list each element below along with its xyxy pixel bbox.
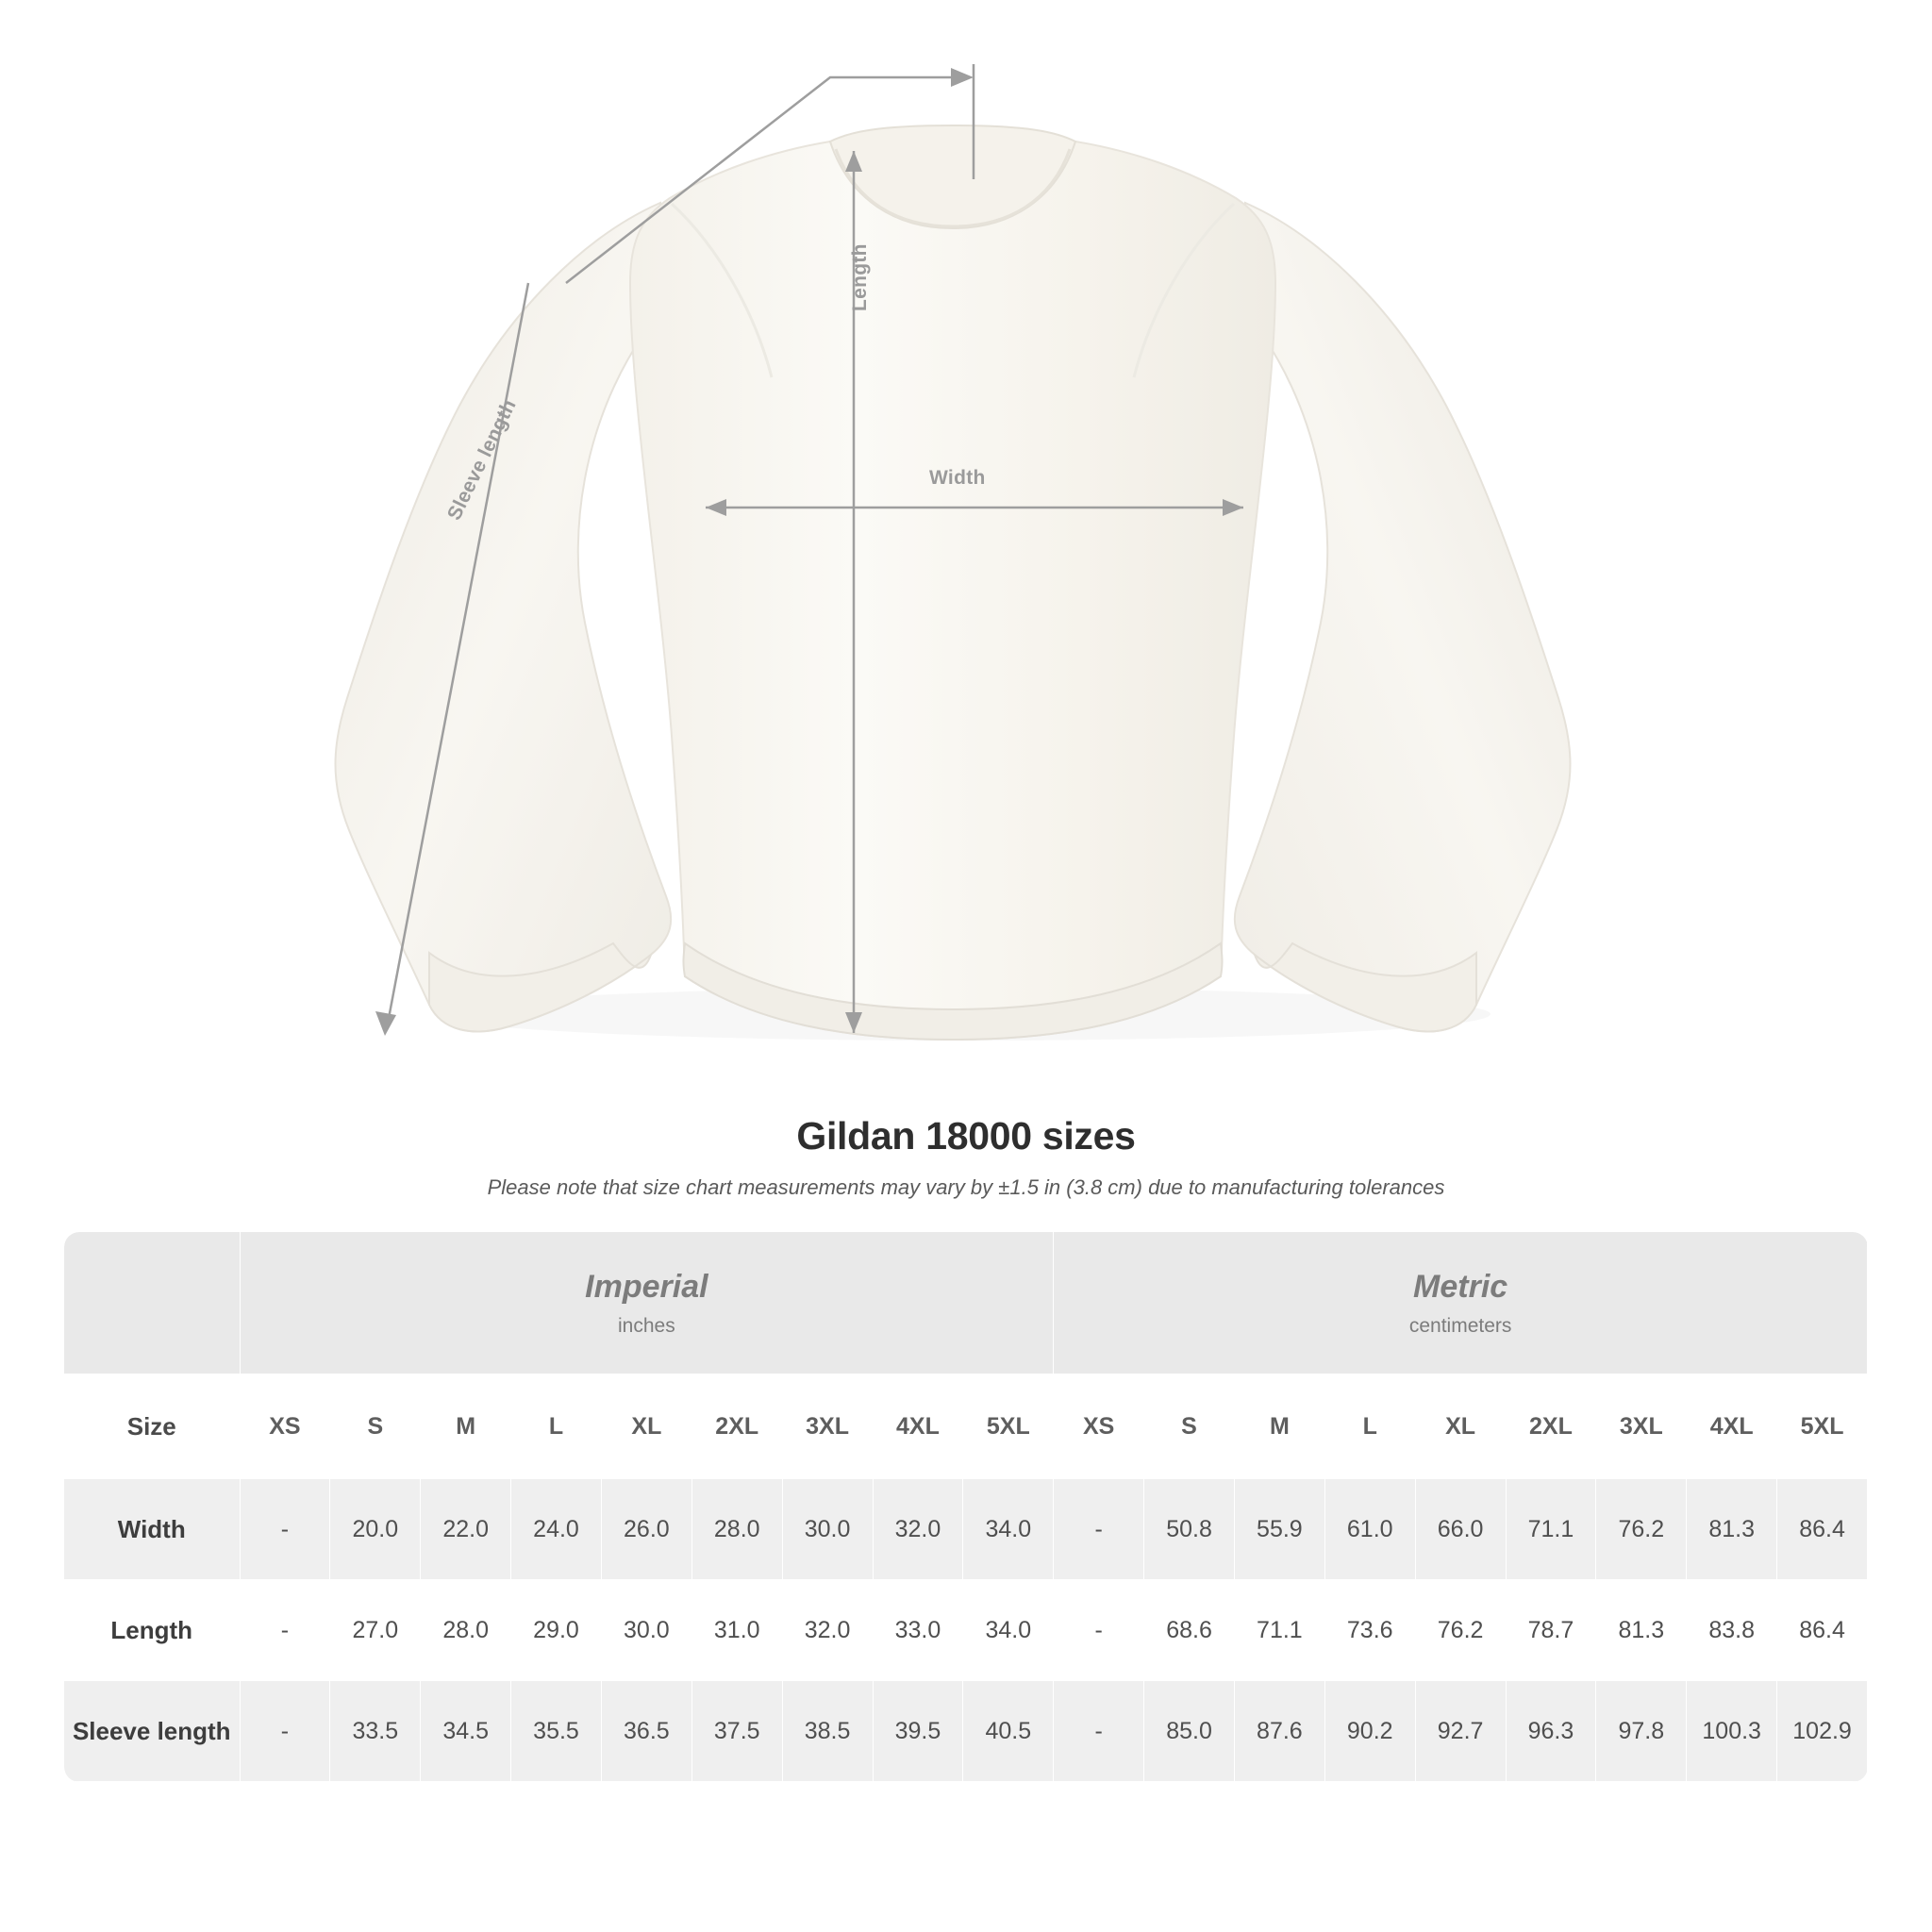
width-imperial-xl: 26.0 (601, 1479, 691, 1580)
width-metric-s: 50.8 (1144, 1479, 1235, 1580)
length-imperial-xl: 30.0 (601, 1580, 691, 1681)
width-imperial-4xl: 32.0 (873, 1479, 963, 1580)
length-imperial-l: 29.0 (511, 1580, 602, 1681)
width-metric-xs: - (1054, 1479, 1144, 1580)
page-title: Gildan 18000 sizes (796, 1114, 1136, 1158)
tolerance-note: Please note that size chart measurements may vary by ±1.5 in (3.8 cm) due to manufacturing tolerances (487, 1175, 1445, 1199)
sleeve-imperial-5xl: 40.5 (963, 1681, 1054, 1782)
size-header-metric-s: S (1144, 1374, 1235, 1479)
sleeve-imperial-3xl: 38.5 (782, 1681, 873, 1782)
width-imperial-2xl: 28.0 (691, 1479, 782, 1580)
length-imperial-5xl: 34.0 (963, 1580, 1054, 1681)
sleeve-imperial-l: 35.5 (511, 1681, 602, 1782)
width-imperial-5xl: 34.0 (963, 1479, 1054, 1580)
sleeve-imperial-m: 34.5 (421, 1681, 511, 1782)
units-header-row (64, 1232, 1868, 1374)
table-row (64, 1479, 1868, 1580)
length-metric-m: 71.1 (1234, 1580, 1324, 1681)
width-metric-m: 55.9 (1234, 1479, 1324, 1580)
table-row (64, 1681, 1868, 1782)
size-header-metric-4xl: 4XL (1687, 1374, 1777, 1479)
size-header-metric-2xl: 2XL (1506, 1374, 1596, 1479)
size-header-imperial-4xl: 4XL (873, 1374, 963, 1479)
width-metric-2xl: 71.1 (1506, 1479, 1596, 1580)
imperial-header-cell (240, 1232, 1054, 1374)
length-metric-xs: - (1054, 1580, 1144, 1681)
length-imperial-s: 27.0 (330, 1580, 421, 1681)
sleeve-imperial-2xl: 37.5 (691, 1681, 782, 1782)
sleeve-imperial-xs: - (240, 1681, 330, 1782)
size-header-metric-xl: XL (1415, 1374, 1506, 1479)
size-header-imperial-xs: XS (240, 1374, 330, 1479)
length-metric-l: 73.6 (1324, 1580, 1415, 1681)
sleeve-metric-5xl: 102.9 (1777, 1681, 1868, 1782)
sleeve-imperial-s: 33.5 (330, 1681, 421, 1782)
size-header-row (64, 1374, 1868, 1479)
length-imperial-3xl: 32.0 (782, 1580, 873, 1681)
size-header-imperial-5xl: 5XL (963, 1374, 1054, 1479)
size-header-imperial-m: M (421, 1374, 511, 1479)
units-header-spacer (64, 1232, 240, 1374)
size-header-imperial-3xl: 3XL (782, 1374, 873, 1479)
length-imperial-m: 28.0 (421, 1580, 511, 1681)
width-metric-5xl: 86.4 (1777, 1479, 1868, 1580)
length-metric-s: 68.6 (1144, 1580, 1235, 1681)
size-header-metric-5xl: 5XL (1777, 1374, 1868, 1479)
size-header-imperial-s: S (330, 1374, 421, 1479)
imperial-title: Imperial (585, 1268, 708, 1305)
size-header-metric-l: L (1324, 1374, 1415, 1479)
imperial-subtitle: inches (618, 1314, 675, 1337)
length-imperial-2xl: 31.0 (691, 1580, 782, 1681)
sleeve-metric-3xl: 97.8 (1596, 1681, 1687, 1782)
metric-subtitle: centimeters (1408, 1314, 1512, 1337)
length-metric-xl: 76.2 (1415, 1580, 1506, 1681)
width-imperial-s: 20.0 (330, 1479, 421, 1580)
length-imperial-4xl: 33.0 (873, 1580, 963, 1681)
width-dimension-label: Width (929, 467, 986, 489)
row-label-width: Width (64, 1479, 240, 1580)
width-imperial-xs: - (240, 1479, 330, 1580)
size-chart-table (64, 1232, 1868, 1782)
size-header-imperial-l: L (511, 1374, 602, 1479)
size-chart-table-wrapper (64, 1232, 1868, 1782)
metric-header-cell (1054, 1232, 1868, 1374)
width-metric-3xl: 76.2 (1596, 1479, 1687, 1580)
length-metric-3xl: 81.3 (1596, 1580, 1687, 1681)
sleeve-imperial-4xl: 39.5 (873, 1681, 963, 1782)
width-imperial-m: 22.0 (421, 1479, 511, 1580)
width-imperial-3xl: 30.0 (782, 1479, 873, 1580)
sleeve-metric-m: 87.6 (1234, 1681, 1324, 1782)
width-metric-l: 61.0 (1324, 1479, 1415, 1580)
sleeve-length-dimension-label: Sleeve length (443, 395, 521, 525)
size-header-metric-m: M (1234, 1374, 1324, 1479)
size-header-metric-3xl: 3XL (1596, 1374, 1687, 1479)
sleeve-metric-xl: 92.7 (1415, 1681, 1506, 1782)
width-imperial-l: 24.0 (511, 1479, 602, 1580)
row-label-length: Length (64, 1580, 240, 1681)
size-header-metric-xs: XS (1054, 1374, 1144, 1479)
width-metric-4xl: 81.3 (1687, 1479, 1777, 1580)
length-dimension-label: Length (849, 243, 871, 311)
length-metric-2xl: 78.7 (1506, 1580, 1596, 1681)
length-metric-4xl: 83.8 (1687, 1580, 1777, 1681)
table-row (64, 1580, 1868, 1681)
sleeve-metric-xs: - (1054, 1681, 1144, 1782)
length-imperial-xs: - (240, 1580, 330, 1681)
size-header-imperial-2xl: 2XL (691, 1374, 782, 1479)
sleeve-metric-4xl: 100.3 (1687, 1681, 1777, 1782)
size-header-imperial-xl: XL (601, 1374, 691, 1479)
sleeve-metric-2xl: 96.3 (1506, 1681, 1596, 1782)
metric-title: Metric (1413, 1268, 1508, 1305)
sleeve-imperial-xl: 36.5 (601, 1681, 691, 1782)
title-block (0, 1114, 1932, 1200)
sleeve-metric-l: 90.2 (1324, 1681, 1415, 1782)
row-label-sleeve-length: Sleeve length (64, 1681, 240, 1782)
size-label-cell: Size (64, 1374, 240, 1479)
sleeve-metric-s: 85.0 (1144, 1681, 1235, 1782)
length-metric-5xl: 86.4 (1777, 1580, 1868, 1681)
width-metric-xl: 66.0 (1415, 1479, 1506, 1580)
